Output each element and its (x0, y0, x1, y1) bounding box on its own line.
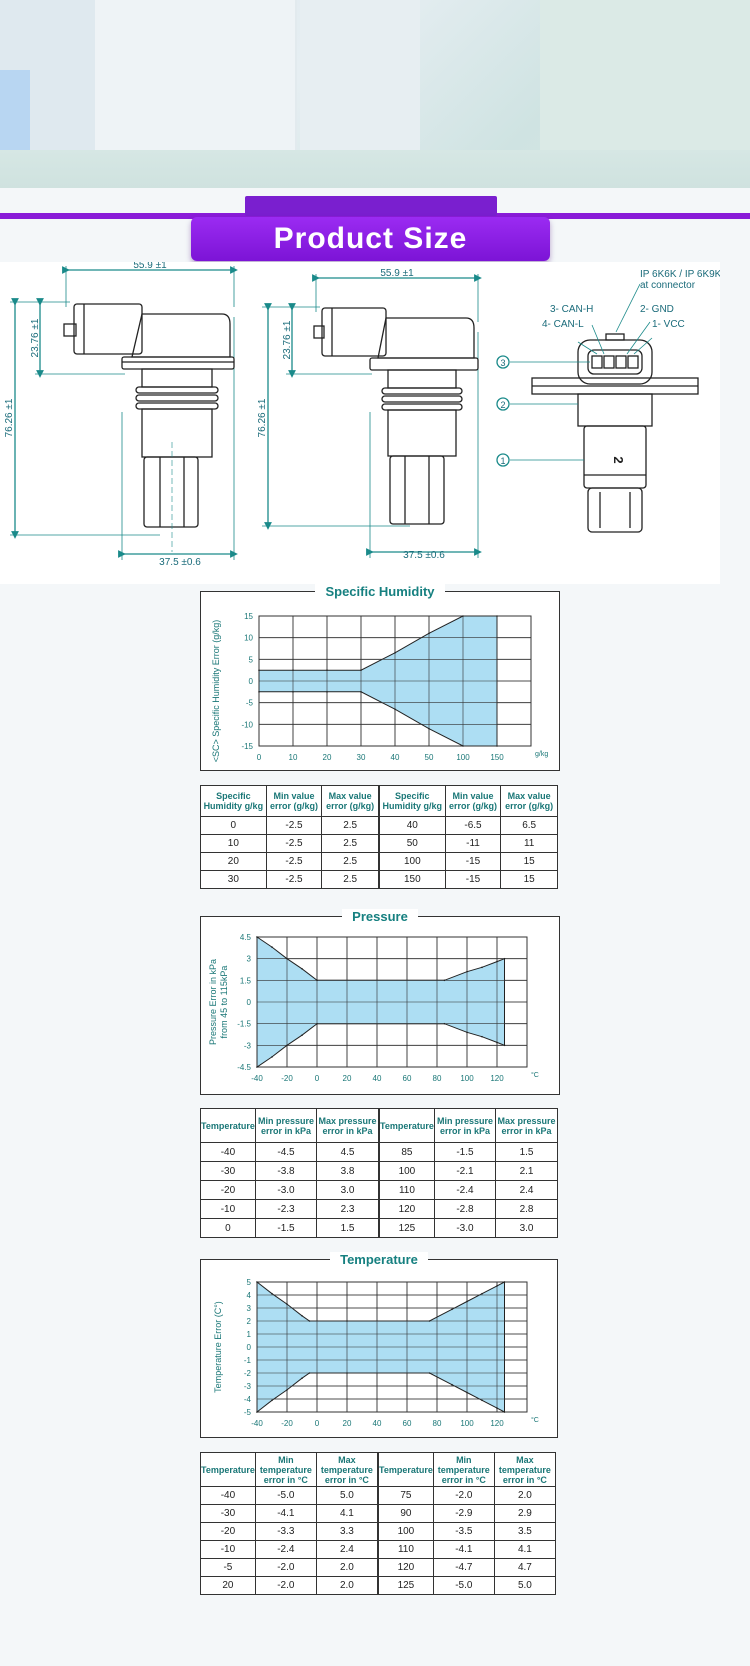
table-cell: 6.5 (501, 817, 558, 835)
dimension-drawing-svg (0, 262, 720, 584)
data-point (360, 691, 362, 693)
humidity-chart-title: Specific Humidity (315, 584, 444, 599)
dim-conn-height-2: 23.76 ±1 (282, 320, 293, 360)
table-row (201, 1577, 556, 1595)
table-cell: 120 (379, 1200, 434, 1219)
table-cell: 75 (378, 1487, 433, 1505)
table-cell: -10 (201, 1200, 256, 1219)
data-point (444, 1023, 446, 1025)
table-cell: 4.1 (494, 1541, 555, 1559)
table-cell: 3.5 (494, 1523, 555, 1541)
table-cell: 30 (201, 871, 267, 889)
data-point (256, 936, 258, 938)
table-cell: 90 (378, 1505, 433, 1523)
y-tick-label: 1 (246, 1330, 251, 1339)
table-cell: -2.5 (266, 853, 322, 871)
temperature-y-label: Temperature Error (C°) (213, 1301, 223, 1393)
table-cell: 2.5 (322, 817, 379, 835)
section-title: Product Size (273, 222, 468, 255)
callout-3: 3 (500, 358, 506, 368)
data-point (462, 745, 464, 747)
humidity-col-header: Specific Humidity g/kg (201, 786, 267, 817)
table-cell: -2.0 (433, 1487, 494, 1505)
data-point (466, 1032, 468, 1034)
humidity-col-header: Min value error (g/kg) (266, 786, 322, 817)
table-row (201, 1505, 556, 1523)
table-row (201, 1219, 558, 1238)
table-cell: 125 (379, 1219, 434, 1238)
x-unit-label: °C (531, 1072, 539, 1079)
temperature-col-header: Min temperature error in °C (255, 1453, 316, 1487)
table-cell: 3.0 (317, 1181, 379, 1200)
data-point (394, 652, 396, 654)
table-cell: 2.5 (322, 871, 379, 889)
table-cell: 15 (501, 853, 558, 871)
data-point (316, 1023, 318, 1025)
data-point (326, 669, 328, 671)
table-cell: -40 (201, 1487, 256, 1505)
x-tick-label: -20 (281, 1074, 293, 1083)
table-row (201, 1143, 558, 1162)
data-point (286, 1389, 288, 1391)
table-cell: 100 (379, 853, 445, 871)
x-tick-label: 0 (314, 1419, 320, 1428)
data-point (481, 1293, 483, 1295)
x-tick-label: 20 (342, 1074, 352, 1083)
data-point (451, 1309, 453, 1311)
table-cell: -3.3 (255, 1523, 316, 1541)
hero-banner-image (0, 0, 750, 188)
table-cell: -3.5 (433, 1523, 494, 1541)
temperature-chart-title: Temperature (330, 1252, 428, 1267)
table-cell: 125 (378, 1577, 433, 1595)
data-point (258, 669, 260, 671)
data-point (309, 1372, 311, 1374)
y-tick-label: -1.5 (237, 1019, 251, 1029)
data-point (271, 946, 273, 948)
data-point (301, 1315, 303, 1317)
table-cell: 100 (378, 1523, 433, 1541)
ip-rating: IP 6K6K / IP 6K9K (640, 269, 720, 280)
table-cell: 85 (379, 1143, 434, 1162)
table-cell: -2.1 (434, 1162, 495, 1181)
data-point (286, 958, 288, 960)
data-point (466, 1301, 468, 1303)
table-cell: -3.0 (255, 1181, 316, 1200)
y-tick-label: 15 (244, 612, 253, 621)
data-point (271, 1293, 273, 1295)
data-point (271, 1400, 273, 1402)
table-cell: 150 (379, 871, 445, 889)
data-point (481, 967, 483, 969)
y-tick-label: 2 (246, 1317, 251, 1326)
pin-1-label: 1- VCC (652, 319, 685, 330)
y-tick-label: 3 (246, 1304, 251, 1313)
table-cell: -4.7 (433, 1559, 494, 1577)
pin-4-label: 4- CAN-L (542, 319, 584, 330)
x-tick-label: 120 (490, 1419, 504, 1428)
table-cell: 20 (201, 1577, 256, 1595)
data-point (429, 1372, 431, 1374)
x-tick-label: 0 (256, 753, 262, 762)
dim-width-1: 55.9 ±1 (133, 262, 167, 271)
table-cell: -4.1 (433, 1541, 494, 1559)
x-tick-label: 50 (424, 753, 434, 762)
table-row (201, 1541, 556, 1559)
data-point (346, 1320, 348, 1322)
humidity-chart-panel (200, 584, 560, 771)
dim-total-height-1: 76.26 ±1 (4, 398, 15, 438)
table-cell: -2.0 (255, 1577, 316, 1595)
table-cell: -5.0 (255, 1487, 316, 1505)
data-point (346, 1372, 348, 1374)
y-tick-label: -4.5 (237, 1063, 251, 1072)
data-point (258, 691, 260, 693)
x-tick-label: 60 (402, 1419, 412, 1428)
data-point (504, 1045, 506, 1047)
x-unit-label: g/kg (535, 751, 549, 758)
data-point (496, 961, 498, 963)
table-cell: -2.4 (255, 1541, 316, 1559)
data-point (462, 615, 464, 617)
y-tick-label: -4 (243, 1395, 251, 1404)
data-point (301, 1034, 303, 1036)
table-cell: -15 (445, 871, 501, 889)
table-cell: -4.1 (255, 1505, 316, 1523)
x-unit-label: °C (531, 1417, 539, 1424)
table-row (201, 817, 558, 835)
table-cell: 2.1 (496, 1162, 558, 1181)
y-tick-label: -5 (243, 1408, 251, 1417)
x-tick-label: -40 (251, 1074, 263, 1083)
table-cell: 2.4 (316, 1541, 378, 1559)
humidity-col-header: Specific Humidity g/kg (379, 786, 445, 817)
pin-2-label: 2- GND (640, 304, 674, 315)
side-view-2 (262, 274, 478, 558)
x-tick-label: 100 (460, 1419, 474, 1428)
table-cell: 2.5 (322, 853, 379, 871)
table-cell: -5 (201, 1559, 256, 1577)
table-cell: 5.0 (316, 1487, 378, 1505)
data-point (504, 1411, 506, 1413)
pressure-col-header: Min pressure error in kPa (434, 1109, 495, 1143)
temperature-col-header: Max temperature error in °C (316, 1453, 378, 1487)
table-cell: -2.3 (255, 1200, 316, 1219)
x-tick-label: 100 (456, 753, 470, 762)
table-cell: 3.0 (496, 1219, 558, 1238)
pressure-chart (201, 917, 559, 1094)
data-point (504, 1281, 506, 1283)
x-tick-label: 150 (490, 753, 504, 762)
data-point (301, 1377, 303, 1379)
table-cell: 0 (201, 1219, 256, 1238)
table-cell: 2.8 (496, 1200, 558, 1219)
y-tick-label: 5 (246, 1278, 251, 1287)
pin-3-label: 3- CAN-H (550, 304, 594, 315)
data-point (360, 669, 362, 671)
x-tick-label: -20 (281, 1419, 293, 1428)
humidity-col-header: Max value error (g/kg) (322, 786, 379, 817)
table-cell: 2.0 (494, 1487, 555, 1505)
x-tick-label: 40 (372, 1074, 382, 1083)
data-point (496, 615, 498, 617)
callout-1: 1 (500, 456, 506, 466)
dim-conn-height-1: 23.76 ±1 (30, 318, 41, 358)
table-cell: 1.5 (496, 1143, 558, 1162)
x-tick-label: 80 (432, 1419, 442, 1428)
section-title-box (191, 217, 550, 261)
table-cell: -6.5 (445, 817, 501, 835)
pressure-col-header: Max pressure error in kPa (317, 1109, 379, 1143)
x-tick-label: 120 (490, 1074, 504, 1083)
y-tick-label: 0 (248, 677, 253, 686)
table-cell: 50 (379, 835, 445, 853)
y-tick-label: -15 (241, 742, 253, 751)
table-cell: -2.5 (266, 835, 322, 853)
x-tick-label: 40 (390, 753, 400, 762)
pressure-y-label-1: Pressure Error in kPa (208, 958, 218, 1046)
y-tick-label: 3 (246, 954, 251, 964)
table-cell: -5.0 (433, 1577, 494, 1595)
humidity-y-label: <SC> Specific Humidity Error (g/kg) (211, 619, 221, 763)
table-cell: -2.5 (266, 871, 322, 889)
pressure-col-header: Min pressure error in kPa (255, 1109, 316, 1143)
table-cell: 5.0 (494, 1577, 555, 1595)
ip-note: at connector (640, 280, 696, 291)
data-point (256, 1066, 258, 1068)
table-row (201, 1523, 556, 1541)
x-tick-label: 60 (402, 1074, 412, 1083)
table-cell: 4.5 (317, 1143, 379, 1162)
x-tick-label: 40 (372, 1419, 382, 1428)
table-row (201, 871, 558, 889)
y-tick-label: -10 (241, 720, 253, 730)
table-cell: -30 (201, 1505, 256, 1523)
table-cell: 120 (378, 1559, 433, 1577)
data-point (481, 1036, 483, 1038)
table-cell: -3.0 (434, 1219, 495, 1238)
data-point (286, 1303, 288, 1305)
data-point (496, 1285, 498, 1287)
data-point (429, 1320, 431, 1322)
table-row (201, 1162, 558, 1181)
table-row (201, 853, 558, 871)
y-tick-label: 4.5 (239, 933, 251, 942)
pressure-table (200, 1108, 558, 1238)
y-tick-label: 10 (244, 633, 253, 643)
table-cell: 110 (379, 1181, 434, 1200)
data-point (301, 968, 303, 970)
x-tick-label: 20 (342, 1419, 352, 1428)
data-point (481, 1400, 483, 1402)
table-cell: -1.5 (255, 1219, 316, 1238)
y-tick-label: -5 (245, 698, 253, 708)
pressure-col-header: Temperature (201, 1109, 256, 1143)
data-point (496, 1042, 498, 1044)
y-tick-label: 5 (248, 655, 253, 665)
table-row (201, 835, 558, 853)
table-cell: 3.3 (316, 1523, 378, 1541)
data-point (504, 958, 506, 960)
table-cell: -10 (201, 1541, 256, 1559)
table-cell: 4.7 (494, 1559, 555, 1577)
table-cell: 2.3 (317, 1200, 379, 1219)
table-cell: 2.0 (316, 1577, 378, 1595)
table-cell: 2.0 (316, 1559, 378, 1577)
data-point (271, 1056, 273, 1058)
data-point (444, 980, 446, 982)
table-cell: 40 (379, 817, 445, 835)
table-cell: 20 (201, 853, 267, 871)
table-cell: 3.8 (317, 1162, 379, 1181)
data-point (466, 971, 468, 973)
dimension-drawings (0, 262, 720, 584)
header-tab (245, 196, 497, 216)
pressure-chart-panel (200, 909, 560, 1095)
y-tick-label: 0 (246, 998, 251, 1007)
temperature-chart-panel (200, 1252, 558, 1438)
y-tick-label: 4 (246, 1291, 251, 1300)
x-tick-label: 80 (432, 1074, 442, 1083)
data-point (256, 1281, 258, 1283)
data-point (316, 980, 318, 982)
table-cell: -2.9 (433, 1505, 494, 1523)
dim-width-2: 55.9 ±1 (380, 268, 414, 279)
table-cell: -2.8 (434, 1200, 495, 1219)
y-tick-label: 0 (246, 1343, 251, 1352)
body-side-mark: 2 (611, 456, 626, 464)
y-tick-label: -3 (243, 1041, 251, 1051)
pressure-col-header: Temperature (379, 1109, 434, 1143)
data-point (292, 691, 294, 693)
data-point (496, 745, 498, 747)
table-row (201, 1559, 556, 1577)
dim-body-width-1: 37.5 ±0.6 (159, 557, 201, 568)
table-row (201, 1200, 558, 1219)
table-cell: 10 (201, 835, 267, 853)
x-tick-label: -40 (251, 1419, 263, 1428)
data-point (496, 1407, 498, 1409)
data-point (466, 1392, 468, 1394)
temperature-col-header: Max temperature error in °C (494, 1453, 555, 1487)
callout-2: 2 (500, 400, 506, 410)
y-tick-label: 1.5 (239, 976, 251, 986)
hero-floor (0, 150, 750, 188)
pressure-col-header: Max pressure error in kPa (496, 1109, 558, 1143)
data-point (394, 708, 396, 710)
temperature-col-header: Temperature (378, 1453, 433, 1487)
table-cell: -1.5 (434, 1143, 495, 1162)
x-tick-label: 10 (288, 753, 298, 762)
table-cell: 100 (379, 1162, 434, 1181)
data-point (428, 728, 430, 730)
table-cell: -15 (445, 853, 501, 871)
humidity-chart (201, 592, 559, 770)
table-cell: 110 (378, 1541, 433, 1559)
table-cell: 2.4 (496, 1181, 558, 1200)
data-point (451, 1384, 453, 1386)
humidity-col-header: Min value error (g/kg) (445, 786, 501, 817)
table-cell: -20 (201, 1523, 256, 1541)
table-cell: 1.5 (317, 1219, 379, 1238)
humidity-table (200, 785, 558, 889)
side-view-1 (10, 266, 234, 560)
table-cell: 2.5 (322, 835, 379, 853)
data-point (256, 1411, 258, 1413)
y-tick-label: -1 (243, 1356, 251, 1365)
table-cell: -40 (201, 1143, 256, 1162)
table-cell: -2.0 (255, 1559, 316, 1577)
data-point (326, 691, 328, 693)
y-tick-label: -2 (243, 1369, 251, 1378)
table-cell: 0 (201, 817, 267, 835)
temperature-chart (201, 1260, 557, 1437)
pressure-y-label-2: from 45 to 115kPa (219, 965, 229, 1039)
data-point (309, 1320, 311, 1322)
table-cell: 15 (501, 871, 558, 889)
temperature-col-header: Temperature (201, 1453, 256, 1487)
data-point (428, 633, 430, 635)
humidity-col-header: Max value error (g/kg) (501, 786, 558, 817)
table-cell: -3.8 (255, 1162, 316, 1181)
table-cell: 11 (501, 835, 558, 853)
table-cell: -20 (201, 1181, 256, 1200)
table-row (201, 1181, 558, 1200)
table-cell: -30 (201, 1162, 256, 1181)
table-row (201, 1487, 556, 1505)
y-tick-label: -3 (243, 1382, 251, 1391)
pressure-chart-title: Pressure (342, 909, 418, 924)
x-tick-label: 100 (460, 1074, 474, 1083)
data-point (286, 1045, 288, 1047)
table-cell: -4.5 (255, 1143, 316, 1162)
table-cell: 2.9 (494, 1505, 555, 1523)
x-tick-label: 0 (314, 1074, 320, 1083)
data-point (292, 669, 294, 671)
table-cell: -2.4 (434, 1181, 495, 1200)
temperature-col-header: Min temperature error in °C (433, 1453, 494, 1487)
x-tick-label: 20 (322, 753, 332, 762)
x-tick-label: 30 (356, 753, 366, 762)
table-cell: -11 (445, 835, 501, 853)
table-cell: -2.5 (266, 817, 322, 835)
dim-total-height-2: 76.26 ±1 (257, 398, 268, 438)
dim-body-width-2: 37.5 ±0.6 (403, 550, 445, 561)
temperature-table (200, 1452, 556, 1595)
table-cell: 4.1 (316, 1505, 378, 1523)
